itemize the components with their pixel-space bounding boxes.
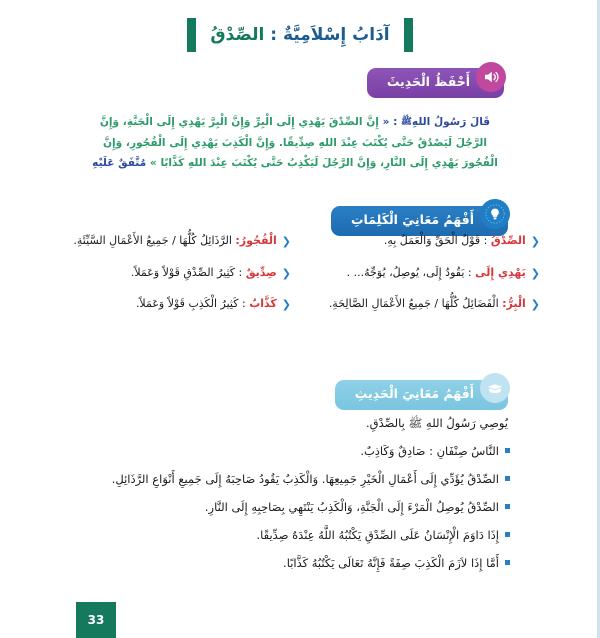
- vocabulary-entry: [301, 232, 526, 250]
- explanation-text: الصِّدْقُ يُوصِلُ الْمَرْءَ إِلَى الْجَنَّةِ، وَالْكَذِبُ يَنْتَهِي بِصَاحِبِهِ إِلَى النَّارِ.: [204, 499, 499, 514]
- explanation-intro: يُوصِي رَسُولُ اللهِ ﷺ بِالصِّدْقِ.: [366, 416, 508, 430]
- vocabulary-term: الْفُجُورُ:: [235, 234, 277, 247]
- vocabulary-term: كَذَّابٌ: [249, 297, 277, 311]
- vocabulary-item: [301, 232, 540, 251]
- vocabulary-item: [52, 295, 291, 314]
- vocabulary-term: الْبِرُّ:: [502, 297, 526, 311]
- vocabulary-term: الصِّدْقُ: [490, 234, 526, 247]
- chevron-left-icon: ❮: [281, 235, 291, 248]
- square-bullet-icon: [505, 476, 510, 481]
- chevron-left-icon: ❮: [530, 298, 540, 312]
- meaning-badge-label: أَفْهَمُ مَعَانِيَ الْحَدِيثِ: [354, 386, 474, 402]
- meaning-badge[interactable]: [335, 380, 508, 409]
- chevron-left-icon: ❮: [530, 235, 540, 248]
- vocabulary-definition: : قَوْلُ الْحَقِّ وَالْعَمَلُ بِهِ.: [383, 234, 491, 247]
- vocabulary-definition: : كَثِيرُ الْكَذِبِ قَوْلاً وَعَمَلاً.: [135, 297, 250, 311]
- square-bullet-icon: [505, 448, 510, 453]
- explanation-item: [86, 441, 510, 461]
- explanation-text: النَّاسُ صِنْفَانِ : صَادِقٌ وَكَاذِبٌ.: [360, 443, 499, 458]
- vocabulary-column-right: [301, 232, 540, 327]
- page-header: [120, 14, 480, 56]
- hadith-quote-close: »: [149, 157, 161, 170]
- open-book-icon[interactable]: [480, 373, 510, 403]
- square-bullet-icon: [505, 532, 510, 537]
- explanation-text: الصِّدْقُ يُؤَدِّي إِلَى أَعْمَالِ الْخَيْرِ جَمِيعِهَا. وَالْكَذِبُ يَقُودُ صَاحِبَهُ إِلَى جَمِيعِ أَنْوَاعِ الرَّذَائِلِ.: [111, 471, 499, 486]
- vocabulary-term: يَهْدِي إِلَى: [475, 265, 526, 279]
- vocabulary-column-left: [52, 232, 291, 327]
- header-bar-right: [404, 18, 413, 52]
- chevron-left-icon: ❮: [530, 266, 540, 280]
- vocabulary-item: [301, 264, 540, 283]
- explanation-block: [86, 414, 510, 581]
- page-title: [210, 25, 389, 45]
- words-badge-label: أَفْهَمُ مَعَانِيَ الْكَلِمَاتِ: [350, 212, 474, 228]
- vocabulary-definition: : كَثِيرُ الصِّدْقِ قَوْلاً وَعَمَلاً.: [130, 265, 246, 279]
- page-number-badge: [76, 602, 116, 638]
- explanation-item: [86, 525, 510, 545]
- section-badge-memorize[interactable]: [367, 62, 504, 104]
- vocabulary-definition: الْفَضَائِلُ كُلُّهَا / جَمِيعُ الأَعْمَالِ الصَّالِحَةِ.: [328, 297, 503, 311]
- vocabulary-item: [52, 264, 291, 283]
- vocabulary-entry: [52, 295, 277, 313]
- memorize-badge[interactable]: [367, 68, 504, 97]
- vocabulary-definition: : يَقُودُ إِلَى، يُوصِلُ، يُوَجِّهُ... .: [346, 265, 476, 279]
- hadith-source: مُتَّفَقٌ عَلَيْهِ: [92, 157, 147, 170]
- vocabulary-entry: [301, 264, 526, 282]
- hadith-quote-open: : «: [378, 116, 402, 128]
- explanation-text: إِذَا دَاوَمَ الْإِنْسَانُ عَلَى الصِّدْقِ يَكْتُبُهُ اللَّهُ عِنْدَهُ صِدِّيقًا.: [256, 527, 499, 542]
- section-badge-meaning[interactable]: [335, 374, 508, 416]
- vocabulary-entry: [52, 232, 277, 250]
- page-title-prefix: آدَابُ إِسْلاَمِيَّةٌ :: [264, 25, 390, 45]
- audio-speaker-icon[interactable]: [476, 62, 506, 92]
- header-bar-left: [187, 18, 196, 52]
- pbuh-symbol: ﷺ: [401, 117, 412, 127]
- memorize-badge-label: أَحْفَظُ الْحَدِيثَ: [386, 74, 470, 90]
- vocabulary-entry: [301, 295, 526, 313]
- vocabulary-item: [52, 232, 291, 251]
- lightbulb-icon[interactable]: [480, 199, 510, 229]
- square-bullet-icon: [505, 560, 510, 565]
- explanation-text: أَمَّا إِذَا لاَزَمَ الْكَذِبَ صِفَةً فَإِنَّهُ تَعَالَى يَكْتُبُهُ كَذَّابًا.: [283, 556, 499, 571]
- square-bullet-icon: [505, 504, 510, 509]
- hadith-block: [86, 112, 504, 174]
- vocabulary-definition: الرَّذَائِلُ كُلُّهَا / جَمِيعُ الأَعْمَالِ السَّيِّئَةِ.: [73, 234, 236, 247]
- vocabulary-term: صِدِّيقٌ: [245, 265, 277, 279]
- hadith-text: إِنَّ الصِّدْقَ يَهْدِي إِلَى الْبِرِّ وَإِنَّ الْبِرَّ يَهْدِي إِلَى الْجَنَّةِ، وَإِنَّ الرَّجُلَ لَيَصْدُقُ حَتَّى يُكْتَبَ عِنْدَ اللهِ صِدِّيقًا. وَإِنَّ الْكَذِبَ يَهْدِي إِلَى الْفُجُورِ، وَإِنَّ الْفُجُورَ يَهْدِي إِلَى النَّارِ، وَإِنَّ الرَّجُلَ لَيَكْذِبُ حَتَّى يُكْتَبَ عِنْدَ اللهِ كَذَّابًا: [99, 116, 498, 170]
- chevron-left-icon: ❮: [281, 298, 291, 312]
- explanation-item: [86, 553, 510, 573]
- vocabulary-entry: [52, 264, 277, 282]
- hadith-lead: قَالَ رَسُولُ اللهِ: [411, 116, 491, 128]
- explanation-item: [86, 497, 510, 517]
- vocabulary-grid: [52, 232, 540, 327]
- vocabulary-item: [301, 295, 540, 314]
- explanation-item: [86, 469, 510, 489]
- chevron-left-icon: ❮: [281, 266, 291, 280]
- page-title-highlight: الصِّدْقُ: [210, 25, 265, 45]
- page-number-label: 33: [87, 613, 105, 627]
